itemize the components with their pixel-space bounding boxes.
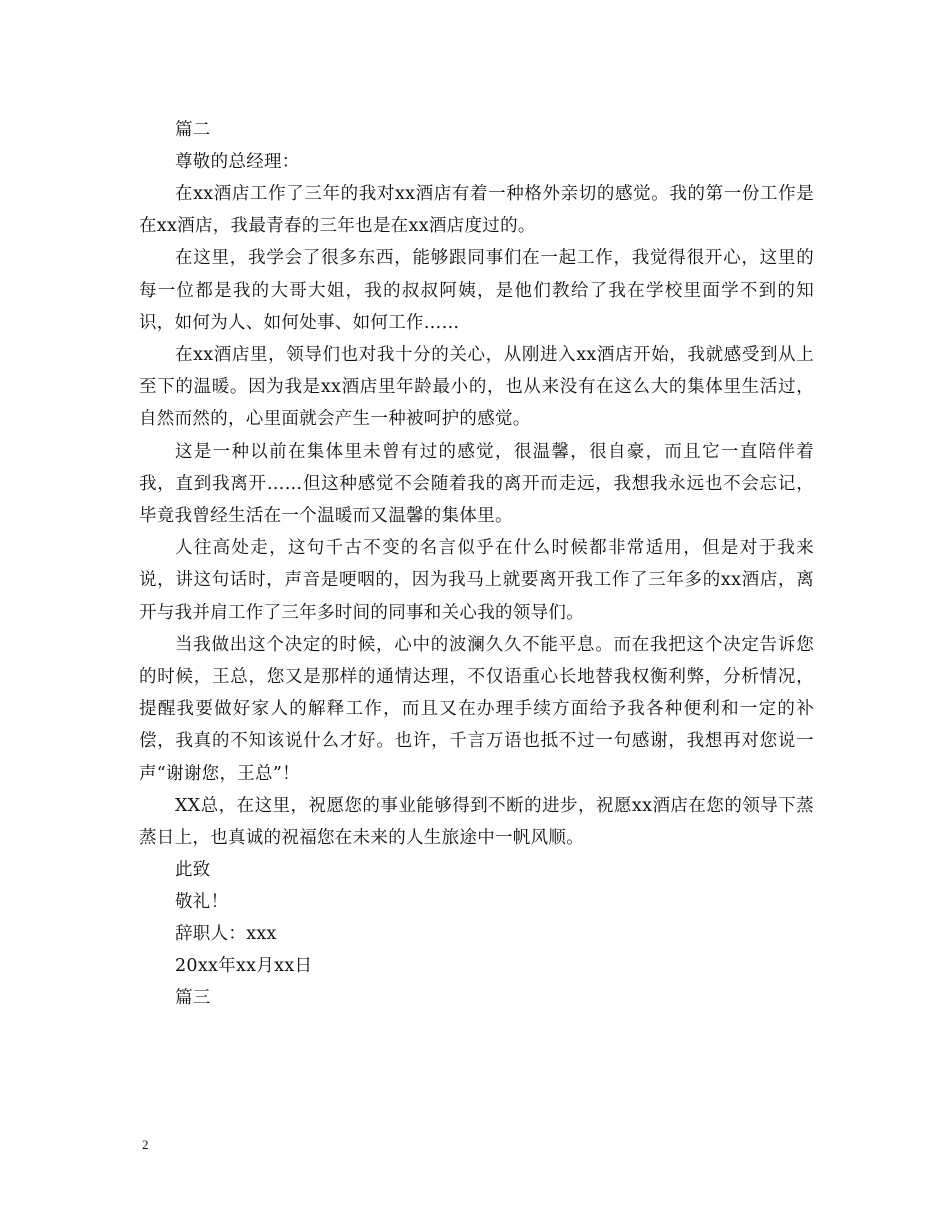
paragraph: XX总，在这里，祝愿您的事业能够得到不断的进步，祝愿xx酒店在您的领导下蒸蒸日上，也真诚的祝福您在未来的人生旅途中一帆风顺。 xyxy=(139,795,814,849)
date-line: 20xx年xx月xx日 xyxy=(175,956,313,977)
salutation: 尊敬的总经理： xyxy=(175,152,300,172)
section-heading: 篇三 xyxy=(175,988,211,1009)
paragraph: 当我做出这个决定的时候，心中的波澜久久不能平息。而在我把这个决定告诉您的时候，王总，您又是那样的通情达理，不仅语重心长地替我权衡利弊，分析情况，提醒我要做好家人的解释工作，而且又在办理手续方面给予我各种便利和一定的补偿，我真的不知该说什么才好。也许，千言万语也抵不过一句感谢，我想再对您说一声“谢谢您，王总”！ xyxy=(139,634,814,784)
closing-line: 此致 xyxy=(175,860,211,881)
paragraph: 这是一种以前在集体里未曾有过的感觉，很温馨，很自豪，而且它一直陪伴着我，直到我离开……但这种感觉不会随着我的离开而走远，我想我永远也不会忘记，毕竟我曾经生活在一个温暖而又温馨的集体里。 xyxy=(139,441,814,527)
section-heading: 篇二 xyxy=(175,120,211,140)
paragraph: 人往高处走，这句千古不变的名言似乎在什么时候都非常适用，但是对于我来说，讲这句话时，声音是哽咽的，因为我马上就要离开我工作了三年多的xx酒店，离开与我并肩工作了三年多时间的同事和关心我的领导们。 xyxy=(139,538,814,623)
page-number: 2 xyxy=(142,1137,149,1152)
signer-line: 辞职人：xxx xyxy=(175,924,277,945)
paragraph: 在这里，我学会了很多东西，能够跟同事们在一起工作，我觉得很开心，这里的每一位都是我的大哥大姐，我的叔叔阿姨，是他们教给了我在学校里面学不到的知识，如何为人、如何处事、如何工作…… xyxy=(139,248,814,333)
paragraph: 在xx酒店里，领导们也对我十分的关心，从刚进入xx酒店开始，我就感受到从上至下的温暖。因为我是xx酒店里年龄最小的，也从来没有在这么大的集体里生活过，自然而然的，心里面就会产生一种被呵护的感觉。 xyxy=(139,345,814,430)
letter-body xyxy=(139,114,814,1014)
paragraph: 在xx酒店工作了三年的我对xx酒店有着一种格外亲切的感觉。我的第一份工作是在xx酒店，我最青春的三年也是在xx酒店度过的。 xyxy=(139,184,814,237)
closing-salute: 敬礼！ xyxy=(175,892,229,913)
